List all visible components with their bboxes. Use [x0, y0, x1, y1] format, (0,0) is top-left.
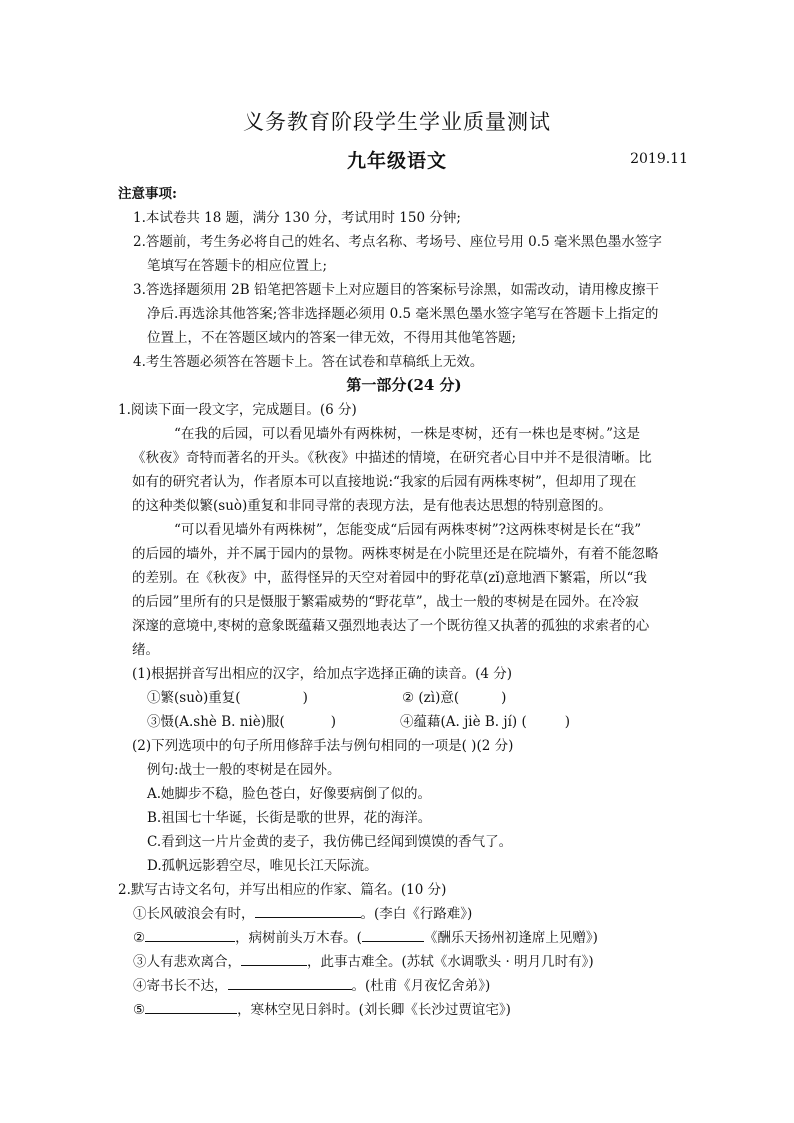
sub1-row-2 — [132, 710, 692, 734]
answer-blank[interactable] — [255, 903, 361, 918]
poem-line-2: ② ，病树前头万木春。( 《酬乐天扬州初逢席上见赠》) — [118, 926, 698, 950]
sub2-option[interactable]: A.她脚步不稳，脸色苍白，好像要病倒了似的。 — [147, 786, 432, 802]
exam-date: 2019.11 — [630, 151, 688, 167]
notes-item: 3.答选择题须用 2B 铅笔把答题卡上对应题目的答案标号涂黑，如需改动，请用橡皮擦干 — [133, 282, 659, 298]
passage-line: 的后园”里所有的只是慑服于繁霜威势的“野花草”，战士一般的枣树是在园外。在冷寂 — [132, 594, 639, 610]
question-1-stem: 1.阅读下面一段文字，完成题目。(6 分) — [118, 402, 357, 418]
notes-item: 笔填写在答题卡的相应位置上; — [147, 258, 328, 274]
notes-item: 4.考生答题必须答在答题卡上。答在试卷和草稿纸上无效。 — [133, 354, 484, 370]
passage-line: 深邃的意境中,枣树的意象既蕴藉又强烈地表达了一个既彷徨又执著的孤独的求索者的心 — [132, 618, 650, 634]
q1-passage — [132, 422, 692, 662]
notes-item: 2.答题前，考生务必将自己的姓名、考点名称、考场号、座位号用 0.5 毫米黑色墨水签字 — [133, 234, 662, 250]
poem-line-3: ③人有悲欢离合， ，此事古难全。(苏轼《水调歌头 · 明月几时有》) — [118, 950, 698, 974]
sub1-item-c: ③慑(A.shè B. niè)服( ) — [147, 714, 337, 730]
passage-line: 的后园的墙外，并不属于园内的景物。两株枣树是在小院里还是在院墙外，有着不能忽略 — [132, 546, 659, 562]
sub1-item-b: ② (zì)意( ) — [402, 690, 507, 706]
passage-line: “可以看见墙外有两株树”，怎能变成“后园有两株枣树”?这两株枣树是长在“我” — [174, 522, 642, 538]
notes-item: 1.本试卷共 18 题，满分 130 分，考试用时 150 分钟; — [133, 210, 461, 226]
q1-sub1 — [132, 662, 692, 734]
sub1-item-a: ①繁(suò)重复( ) — [147, 690, 308, 706]
passage-line: 《秋夜》奇特而著名的开头。《秋夜》中描述的情境，在研究者心目中并不是很清晰。比 — [132, 450, 652, 466]
passage-line: “在我的后园，可以看见墙外有两株树，一株是枣树，还有一株也是枣树。”这是 — [174, 426, 641, 442]
answer-blank[interactable] — [228, 975, 352, 990]
sub2-example: 例句:战士一般的枣树是在园外。 — [147, 762, 341, 778]
question-2 — [118, 878, 698, 1022]
poem-line-1: ①长风破浪会有时， 。(李白《行路难》) — [118, 902, 698, 926]
passage-line: 如有的研究者认为，作者原本可以直接地说:“我家的后园有两株枣树”，但却用了现在 — [132, 474, 637, 490]
sub2-option[interactable]: C.看到这一片片金黄的麦子，我仿佛已经闻到馍馍的香气了。 — [147, 834, 513, 850]
notes-heading: 注意事项: — [118, 186, 177, 202]
answer-blank[interactable] — [145, 999, 237, 1014]
answer-blank[interactable] — [241, 951, 307, 966]
answer-blank[interactable] — [145, 927, 235, 942]
exam-subtitle: 九年级语文 — [346, 150, 447, 172]
exam-title: 义务教育阶段学生学业质量测试 — [243, 110, 551, 134]
author-blank[interactable] — [362, 927, 424, 942]
q1-sub2 — [132, 734, 692, 878]
passage-line: 的这种类似繁(suò)重复和非同寻常的表现方法，是有他表达思想的特别意图的。 — [132, 498, 612, 514]
sub2-stem: (2)下列选项中的句子所用修辞手法与例句相同的一项是( )(2 分) — [132, 738, 514, 754]
sub2-option[interactable]: B.祖国七十华诞，长街是歌的世界，花的海洋。 — [147, 810, 432, 826]
sub2-option[interactable]: D.孤帆远影碧空尽，唯见长江天际流。 — [147, 858, 378, 874]
notes-item: 位置上，不在答题区域内的答案一律无效，不得用其他笔答题; — [147, 330, 517, 346]
notes-item: 净后.再选涂其他答案;答非选择题必须用 0.5 毫米黑色墨水签字笔写在答题卡上指定的 — [147, 306, 659, 322]
notes-section — [118, 182, 690, 374]
poem-line-4: ④寄书长不达， 。(杜甫《月夜忆舍弟》) — [118, 974, 698, 998]
question-1 — [118, 398, 690, 422]
question-2-stem: 2.默写古诗文名句，并写出相应的作家、篇名。(10 分) — [118, 882, 447, 898]
part1-heading: 第一部分(24 分) — [346, 376, 462, 394]
sub1-item-d: ④蕴藉(A. jiè B. jí) ( ) — [400, 714, 570, 730]
passage-line: 的差别。在《秋夜》中，蓝得怪异的天空对着园中的野花草(zǐ)意地酒下繁霜，所以“我 — [132, 570, 647, 586]
poem-line-5: ⑤ ，寒林空见日斜时。(刘长卿《长沙过贾谊宅》) — [118, 998, 698, 1022]
sub1-row-1 — [132, 686, 692, 710]
sub1-stem: (1)根据拼音写出相应的汉字，给加点字选择正确的读音。(4 分) — [132, 666, 513, 682]
passage-line: 绪。 — [132, 642, 159, 658]
